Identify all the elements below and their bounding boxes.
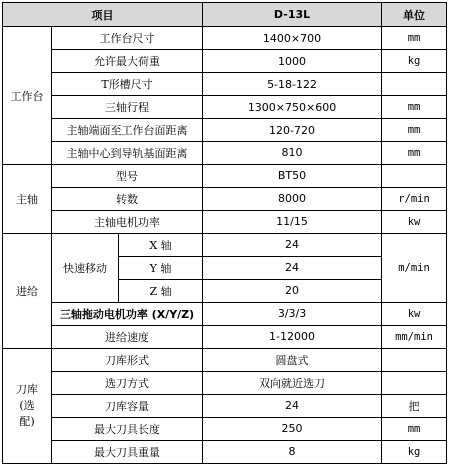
row-label: 最大刀具重量: [52, 440, 203, 463]
row-label: 进给速度: [52, 325, 203, 348]
header-model: D-13L: [203, 3, 382, 27]
row-label: 三轴行程: [52, 96, 203, 119]
row-unit: kw: [382, 302, 447, 325]
row-unit: mm: [382, 27, 447, 50]
row-value: BT50: [203, 164, 382, 187]
row-value: 5-18-122: [203, 73, 382, 96]
row-value: 1000: [203, 50, 382, 73]
row-value: 1400×700: [203, 27, 382, 50]
table-row: [3, 440, 447, 463]
axis-label: Y 轴: [119, 256, 203, 279]
row-unit: kw: [382, 210, 447, 233]
section-worktable: 工作台: [3, 27, 52, 165]
row-value: 3/3/3: [203, 302, 382, 325]
row-unit: [382, 164, 447, 187]
row-label: T形槽尺寸: [52, 73, 203, 96]
row-unit: [382, 73, 447, 96]
row-label: 选刀方式: [52, 371, 203, 394]
section-spindle: 主轴: [3, 164, 52, 233]
row-value: 24: [203, 394, 382, 417]
row-label: 转数: [52, 187, 203, 210]
row-value: 120-720: [203, 119, 382, 142]
row-label: 刀库形式: [52, 348, 203, 371]
row-label: 型号: [52, 164, 203, 187]
axis-label: Z 轴: [119, 279, 203, 302]
row-label: 刀库容量: [52, 394, 203, 417]
row-unit: [382, 348, 447, 371]
row-label: 主轴中心到导轨基面距离: [52, 142, 203, 165]
table-row: [3, 417, 447, 440]
table-row: [3, 394, 447, 417]
header-row: [3, 3, 447, 27]
row-value: 11/15: [203, 210, 382, 233]
table-row: [3, 96, 447, 119]
row-value: 24: [203, 256, 382, 279]
table-row: [3, 142, 447, 165]
row-label: 三轴拖动电机功率 (X/Y/Z): [52, 302, 203, 325]
row-value: 1-12000: [203, 325, 382, 348]
section-toolmag-line3: 配): [19, 414, 35, 428]
row-value: 20: [203, 279, 382, 302]
table-row: [3, 73, 447, 96]
row-unit: mm: [382, 96, 447, 119]
row-unit: mm/min: [382, 325, 447, 348]
section-toolmag-line1: 刀库: [16, 382, 38, 396]
rapid-unit: m/min: [382, 233, 447, 302]
row-unit: 把: [382, 394, 447, 417]
axis-label: X 轴: [119, 233, 203, 256]
row-value: 双向就近选刀: [203, 371, 382, 394]
row-unit: kg: [382, 440, 447, 463]
table-row: [3, 302, 447, 325]
table-row: [3, 119, 447, 142]
rapid-label: 快速移动: [52, 233, 119, 302]
row-value: 8000: [203, 187, 382, 210]
row-value: 8: [203, 440, 382, 463]
row-unit: [382, 371, 447, 394]
section-toolmag: [3, 348, 52, 463]
row-label: 主轴电机功率: [52, 210, 203, 233]
table-row: [3, 233, 447, 256]
row-value: 810: [203, 142, 382, 165]
row-value: 24: [203, 233, 382, 256]
header-unit: 单位: [382, 3, 447, 27]
table-row: [3, 348, 447, 371]
header-item: 项目: [3, 3, 203, 27]
row-label: 最大刀具长度: [52, 417, 203, 440]
table-row: [3, 27, 447, 50]
row-unit: mm: [382, 417, 447, 440]
row-label: 工作台尺寸: [52, 27, 203, 50]
table-row: [3, 50, 447, 73]
row-label: 主轴端面至工作台面距离: [52, 119, 203, 142]
row-value: 1300×750×600: [203, 96, 382, 119]
row-unit: mm: [382, 142, 447, 165]
table-row: [3, 187, 447, 210]
spec-table: [2, 2, 447, 464]
row-unit: kg: [382, 50, 447, 73]
row-value: 250: [203, 417, 382, 440]
table-row: [3, 325, 447, 348]
section-toolmag-line2: (选: [19, 398, 35, 412]
table-row: [3, 210, 447, 233]
row-unit: mm: [382, 119, 447, 142]
table-row: [3, 371, 447, 394]
row-value: 圆盘式: [203, 348, 382, 371]
section-feed: 进给: [3, 233, 52, 348]
row-unit: r/min: [382, 187, 447, 210]
row-label: 允许最大荷重: [52, 50, 203, 73]
table-row: [3, 164, 447, 187]
